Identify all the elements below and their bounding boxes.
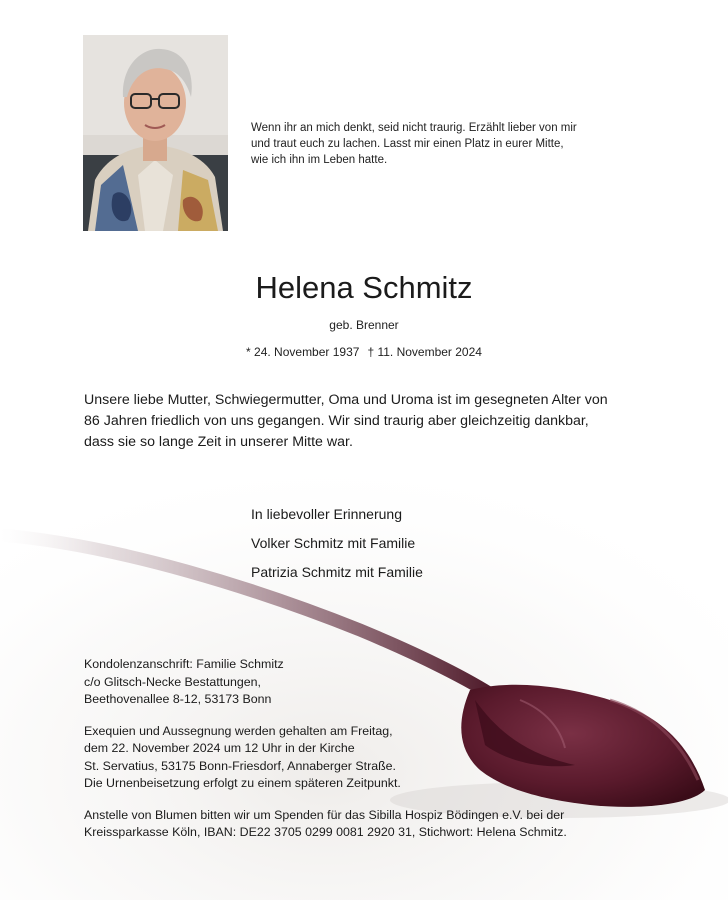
quote-line: Wenn ihr an mich denkt, seid nicht traurig. Erzählt lieber von mir — [251, 122, 577, 134]
announcement-line: 86 Jahren friedlich von uns gegangen. Wir sind traurig aber gleichzeitig dankbar, — [84, 413, 589, 429]
mourners-heading: In liebevoller Erinnerung — [251, 506, 402, 522]
condolence-address — [84, 656, 644, 709]
donation-line: Anstelle von Blumen bitten wir um Spenden für das Sibilla Hospiz Bödingen e.V. bei der — [84, 807, 565, 822]
donation-line: Kreissparkasse Köln, IBAN: DE22 3705 0299 0081 2920 31, Stichwort: Helena Schmitz. — [84, 825, 567, 839]
memorial-quote — [251, 120, 631, 168]
funeral-info — [84, 656, 644, 856]
quote-line: wie ich ihn im Leben hatte. — [251, 154, 388, 166]
death-announcement — [84, 390, 644, 453]
service-line: St. Servatius, 53175 Bonn-Friesdorf, Annaberger Straße. — [84, 758, 396, 773]
birth-date: * 24. November 1937 — [246, 345, 360, 359]
service-line: Exequien und Aussegnung werden gehalten am Freitag, — [84, 723, 393, 738]
portrait-photo — [83, 35, 228, 231]
service-line: Die Urnenbeisetzung erfolgt zu einem späteren Zeitpunkt. — [84, 776, 401, 790]
condolence-line: c/o Glitsch-Necke Bestattungen, — [84, 674, 261, 689]
mourner-name: Volker Schmitz mit Familie — [251, 535, 416, 551]
donation-request — [84, 807, 644, 842]
death-date: † 11. November 2024 — [367, 345, 482, 359]
announcement-line: dass sie so lange Zeit in unserer Mitte war. — [84, 434, 353, 450]
mourners-block — [251, 500, 423, 587]
condolence-line: Beethovenallee 8-12, 53173 Bonn — [84, 692, 272, 706]
service-details — [84, 723, 644, 793]
quote-line: und traut euch zu lachen. Lasst mir einen Platz in eurer Mitte, — [251, 138, 564, 150]
birth-name: geb. Brenner — [329, 318, 399, 332]
mourner-name: Patrizia Schmitz mit Familie — [251, 564, 423, 580]
life-dates — [0, 345, 728, 359]
announcement-line: Unsere liebe Mutter, Schwiegermutter, Oma und Uroma ist im gesegneten Alter von — [84, 392, 608, 408]
deceased-name: Helena Schmitz — [255, 270, 473, 305]
condolence-line: Kondolenzanschrift: Familie Schmitz — [84, 657, 284, 671]
service-line: dem 22. November 2024 um 12 Uhr in der Kirche — [84, 741, 355, 755]
